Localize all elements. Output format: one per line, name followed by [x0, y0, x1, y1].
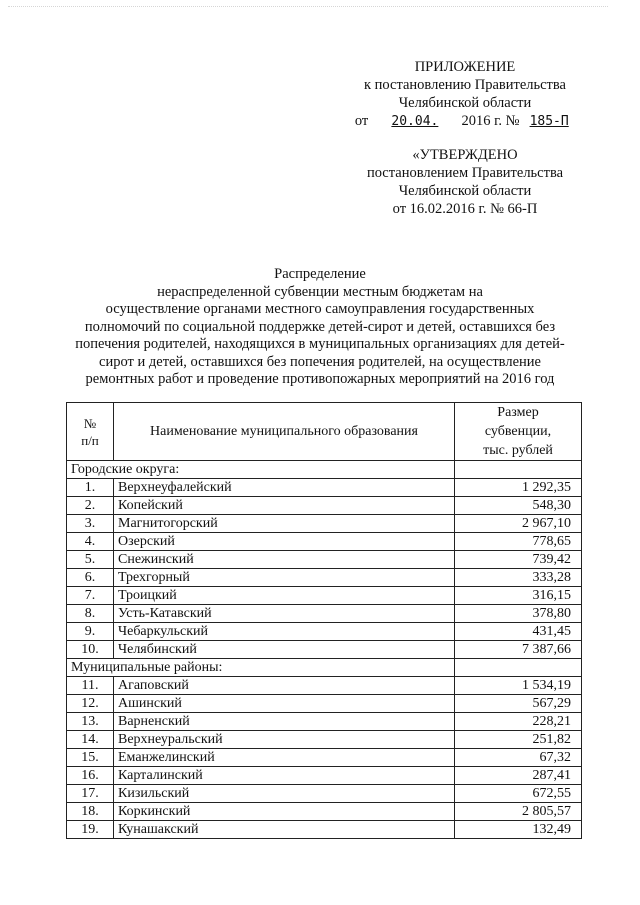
table-row	[67, 479, 582, 497]
appendix-line-1: к постановлению Правительства	[364, 77, 566, 93]
title-line: Распределение	[274, 266, 366, 282]
row-municipality: Кизильский	[114, 785, 455, 803]
table-row	[67, 767, 582, 785]
table-row	[67, 749, 582, 767]
table-row	[67, 551, 582, 569]
row-number: 8.	[67, 605, 114, 623]
title-line: осуществление органами местного самоуправления государственных	[105, 301, 535, 317]
row-amount: 132,49	[455, 821, 582, 839]
row-municipality: Троицкий	[114, 587, 455, 605]
section-empty-cell	[455, 659, 582, 677]
approved-line-3: от 16.02.2016 г. № 66-П	[392, 201, 538, 217]
table-row	[67, 803, 582, 821]
title-line: ремонтных работ и проведение противопожарных мероприятий на 2016 год	[85, 371, 555, 387]
row-municipality: Озерский	[114, 533, 455, 551]
row-amount: 739,42	[455, 551, 582, 569]
row-amount: 548,30	[455, 497, 582, 515]
row-amount: 316,15	[455, 587, 582, 605]
title-line: попечения родителей, находящихся в муниципальных организациях для детей-	[75, 336, 565, 352]
row-municipality: Агаповский	[114, 677, 455, 695]
section-title: Муниципальные районы:	[67, 659, 455, 677]
appendix-line-2: Челябинской области	[398, 95, 532, 111]
row-number: 17.	[67, 785, 114, 803]
row-municipality: Еманжелинский	[114, 749, 455, 767]
row-amount: 7 387,66	[455, 641, 582, 659]
handwritten-date: 20.04.	[391, 114, 439, 129]
row-amount: 778,65	[455, 533, 582, 551]
row-municipality: Кунашакский	[114, 821, 455, 839]
row-municipality: Верхнеуфалейский	[114, 479, 455, 497]
row-amount: 333,28	[455, 569, 582, 587]
row-number: 15.	[67, 749, 114, 767]
row-number: 10.	[67, 641, 114, 659]
approved-line-1: постановлением Правительства	[366, 165, 564, 181]
approved-line-2: Челябинской области	[398, 183, 532, 199]
scan-edge-artifact	[8, 6, 608, 7]
table-row	[67, 821, 582, 839]
subvention-table	[66, 402, 582, 839]
row-municipality: Варненский	[114, 713, 455, 731]
row-municipality: Усть-Катавский	[114, 605, 455, 623]
header-amount: Размер субвенции, тыс. рублей	[455, 403, 582, 461]
table-row	[67, 497, 582, 515]
table-header-row	[67, 403, 582, 461]
row-number: 12.	[67, 695, 114, 713]
date-suffix: 2016 г. №	[461, 113, 520, 129]
table-row	[67, 587, 582, 605]
row-number: 1.	[67, 479, 114, 497]
row-number: 11.	[67, 677, 114, 695]
header-name: Наименование муниципального образования	[114, 403, 455, 461]
table-row	[67, 569, 582, 587]
table-row	[67, 605, 582, 623]
table-row	[67, 785, 582, 803]
row-amount: 2 967,10	[455, 515, 582, 533]
approved-title: «УТВЕРЖДЕНО	[412, 147, 518, 163]
row-municipality: Карталинский	[114, 767, 455, 785]
table-row	[67, 731, 582, 749]
section-empty-cell	[455, 461, 582, 479]
row-number: 3.	[67, 515, 114, 533]
row-municipality: Коркинский	[114, 803, 455, 821]
section-title: Городские округа:	[67, 461, 455, 479]
appendix-date-line	[330, 112, 600, 131]
row-amount: 1 534,19	[455, 677, 582, 695]
row-amount: 2 805,57	[455, 803, 582, 821]
header-number: № п/п	[67, 403, 114, 461]
table-body	[67, 461, 582, 839]
table-row	[67, 641, 582, 659]
row-municipality: Магнитогорский	[114, 515, 455, 533]
section-row	[67, 659, 582, 677]
row-amount: 431,45	[455, 623, 582, 641]
table-row	[67, 623, 582, 641]
appendix-title: ПРИЛОЖЕНИЕ	[414, 59, 516, 75]
date-prefix: от	[354, 113, 369, 129]
title-line: нераспределенной субвенции местным бюджетам на	[157, 283, 483, 300]
row-amount: 378,80	[455, 605, 582, 623]
row-amount: 251,82	[455, 731, 582, 749]
table-row	[67, 533, 582, 551]
handwritten-number: 185-П	[529, 114, 569, 129]
row-number: 13.	[67, 713, 114, 731]
row-municipality: Верхнеуральский	[114, 731, 455, 749]
row-municipality: Снежинский	[114, 551, 455, 569]
row-amount: 67,32	[455, 749, 582, 767]
row-number: 2.	[67, 497, 114, 515]
row-number: 5.	[67, 551, 114, 569]
row-number: 4.	[67, 533, 114, 551]
row-amount: 672,55	[455, 785, 582, 803]
section-row	[67, 461, 582, 479]
table-row	[67, 695, 582, 713]
row-municipality: Копейский	[114, 497, 455, 515]
document-title	[30, 266, 610, 389]
row-amount: 567,29	[455, 695, 582, 713]
row-number: 16.	[67, 767, 114, 785]
row-number: 6.	[67, 569, 114, 587]
title-line: полномочий по социальной поддержке детей-сирот и детей, оставшихся без	[84, 318, 556, 335]
row-number: 7.	[67, 587, 114, 605]
table-row	[67, 515, 582, 533]
title-line: сирот и детей, оставшихся без попечения родителей, на осуществление	[99, 353, 541, 370]
row-amount: 1 292,35	[455, 479, 582, 497]
row-number: 18.	[67, 803, 114, 821]
row-amount: 228,21	[455, 713, 582, 731]
row-municipality: Трехгорный	[114, 569, 455, 587]
row-municipality: Ашинский	[114, 695, 455, 713]
row-number: 14.	[67, 731, 114, 749]
row-number: 9.	[67, 623, 114, 641]
table-row	[67, 677, 582, 695]
appendix-block	[330, 58, 600, 131]
row-amount: 287,41	[455, 767, 582, 785]
approved-block	[330, 146, 600, 218]
row-municipality: Челябинский	[114, 641, 455, 659]
table-row	[67, 713, 582, 731]
row-municipality: Чебаркульский	[114, 623, 455, 641]
row-number: 19.	[67, 821, 114, 839]
